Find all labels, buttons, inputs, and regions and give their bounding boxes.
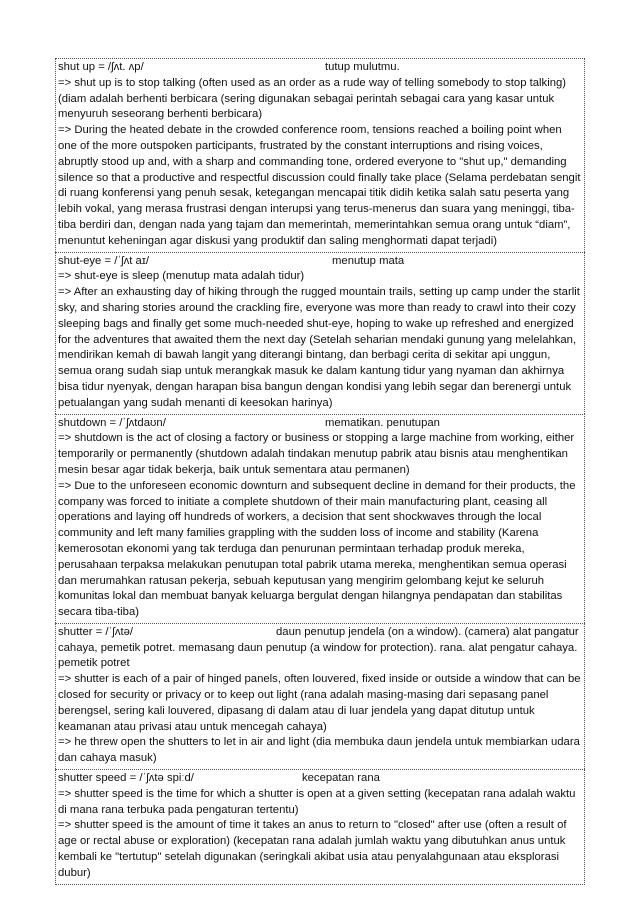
entry-meaning: mematikan. penutupan [325,416,440,429]
entry-definition: => shutter is each of a pair of hinged panels, often louvered, fixed inside or outside a window that can be closed for security or privacy or to keep out light (rana adalah masing-masing dari sepasang panel berengsel, sering kali louvered, dipasang di dalam atau di luar jendela yang dapat ditutup untuk keamanan atau privasi atau untuk mencegah cahaya) [58,673,581,733]
entry-term: shut-eye = /ˈʃʌt aɪ/ [58,254,149,267]
entry-heading [58,60,582,76]
entry-term: shut up = /ʃʌt. ʌp/ [58,61,144,73]
glossary-entry-shutter-speed [55,769,585,885]
glossary-entry-shut-up [55,58,585,252]
entry-heading [58,771,582,787]
entry-meaning: kecepatan rana [302,772,380,785]
entry-meaning: tutup mulutmu. [325,61,400,73]
glossary-entry-shutdown [55,414,585,623]
entry-meaning: daun penutup jendela (on a window). (camera) alat pangatur cahaya, pemetik potret. memasang daun penutup (a window for protection). rana. alat pengatur cahaya. pemetik potret [58,625,579,670]
entry-term: shutter = /ˈʃʌtə/ [58,625,134,638]
entry-term: shutter speed = /ˈʃʌtə spiːd/ [58,772,194,785]
entry-example: => shutter speed is the amount of time it takes an anus to return to "closed" after use (often a result of age or rectal abuse or exploration) (kecepatan rana adalah jumlah waktu yang dibutuhkan anus untuk kembali ke "tertutup" setelah digunakan (seringkali akibat usia atau penyalahgunaan atau eksplorasi dubur) [58,819,567,879]
entry-term: shutdown = /ˈʃʌtdaʊn/ [58,416,166,429]
entry-definition: => shutter speed is the time for which a shutter is open at a given setting (kecepatan rana adalah waktu di mana rana terbuka pada pengaturan tertentu) [58,787,576,816]
entry-heading [58,254,582,270]
entry-meaning: menutup mata [332,254,405,267]
entry-heading [58,625,582,672]
glossary-page [55,58,585,885]
entry-definition: => shut up is to stop talking (often used as an order as a rude way of telling somebody to stop talking) (diam adalah berhenti berbicara (sering digunakan sebagai perintah sebagai cara yang kasar untuk menyuruh seseorang berhenti berbicara) [58,76,567,121]
glossary-entry-shut-eye [55,252,585,414]
entry-definition: => shutdown is the act of closing a factory or business or stopping a large machine from working, either temporarily or permanently (shutdown adalah tindakan menutup pabrik atau bisnis atau menghentikan mesin besar agar tidak bekerja, baik untuk sementara atau permanen) [58,432,575,476]
entry-example: => he threw open the shutters to let in air and light (dia membuka daun jendela untuk membiarkan udara dan cahaya masuk) [58,736,580,765]
entry-example: => Due to the unforeseen economic downturn and subsequent decline in demand for their products, the company was forced to initiate a complete shutdown of their main manufacturing plant, ceasing all operations and laying off hundreds of workers, a decision that sent shockwaves through the local community and left many families grappling with the sudden loss of income and stability (Karena kemerosotan ekonomi yang tak terduga dan penurunan permintaan terhadap produk mereka, perusahaan terpaksa melakukan penutupan total pabrik utama mereka, menghentikan semua operasi dan merumahkan ratusan pekerja, sebuah keputusan yang mengirim gelombang kejut ke seluruh komunitas lokal dan membuat banyak keluarga bergulat dengan hilangnya pendapatan dan stabilitas secara tiba-tiba) [58,479,576,619]
glossary-entry-shutter [55,623,585,769]
entry-definition: => shut-eye is sleep (menutup mata adalah tidur) [58,270,305,283]
entry-example: => After an exhausting day of hiking through the rugged mountain trails, setting up camp under the starlit sky, and sharing stories around the crackling fire, everyone was more than ready to crawl into their cozy sleeping bags and finally get some much-needed shut-eye, hoping to wake up refreshed and energized for the adventures that awaited them the next day (Setelah seharian mendaki gunung yang melelahkan, mendirikan kemah di bawah langit yang diterangi bintang, dan berbagi cerita di sekitar api unggun, semua orang sudah siap untuk merangkak masuk ke dalam kantung tidur yang nyaman dan akhirnya bisa tidur nyenyak, dengan harapan bisa bangun dengan kondisi yang lebih segar dan berenergi untuk petualangan yang sudah menanti di keesokan harinya) [58,286,580,409]
entry-heading [58,416,582,432]
entry-example: => During the heated debate in the crowded conference room, tensions reached a boiling point when one of the more outspoken participants, frustrated by the constant interruptions and rising voices, abruptly stood up and, with a sharp and commanding tone, ordered everyone to "shut up," demanding silence so that a productive and respectful discussion could finally take place (Selama perdebatan sengit di ruang konferensi yang penuh sesak, ketegangan mencapai titik didih ketika salah satu peserta yang lebih vokal, yang merasa frustrasi dengan interupsi yang terus-menerus dan suara yang meninggi, tiba-tiba berdiri dan, dengan nada yang tajam dan memerintah, memerintahkan semua orang untuk “diam”, menuntut keheningan agar diskusi yang produktif dan saling menghormati dapat terjadi) [58,124,581,247]
